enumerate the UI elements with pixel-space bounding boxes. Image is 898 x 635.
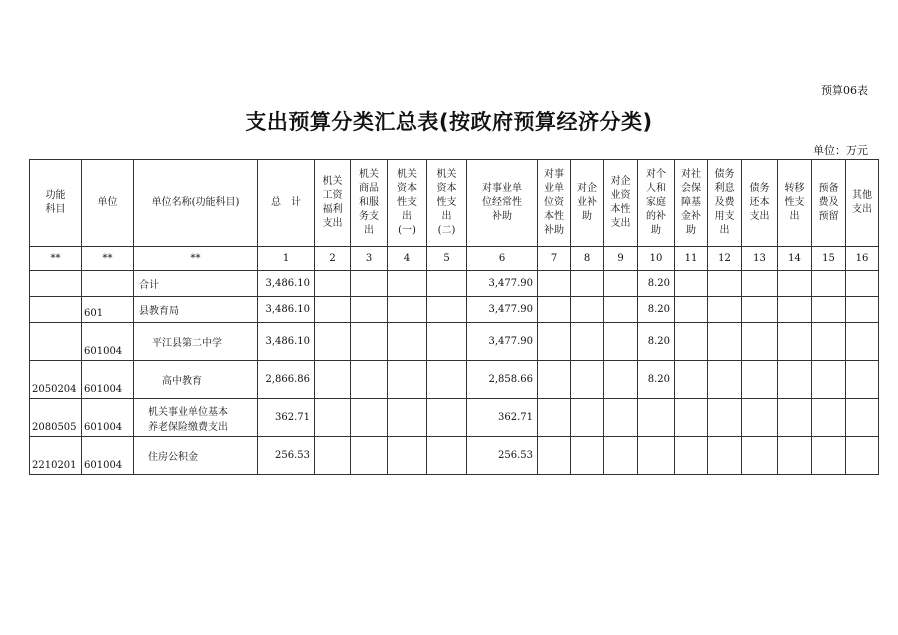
value-cell [638,437,675,475]
column-header [388,160,427,247]
table-row [30,297,879,323]
value-cell [675,399,708,437]
column-header-line: 出 [402,211,412,222]
column-header [742,160,778,247]
value-cell [315,297,351,323]
header-row [30,160,879,247]
table-row [30,399,879,437]
unit-name-line: 县教育局 [139,306,179,317]
value-cell [315,323,351,361]
value-cell [427,437,467,475]
column-header-line: 机关 [436,169,457,180]
column-header-line: 用支 [714,211,735,222]
unit-code-cell: 601004 [82,437,134,475]
column-header-line: 债务 [749,183,770,194]
column-header [258,160,315,247]
unit-name-line: 平江县第二中学 [152,338,222,349]
value-cell [778,297,812,323]
column-header [315,160,351,247]
value-cell [812,361,846,399]
value-cell [538,271,571,297]
value-cell [427,323,467,361]
value-cell [388,437,427,475]
value-cell [675,271,708,297]
value-cell: 8.20 [638,271,675,297]
value-cell [708,271,742,297]
value-cell [675,361,708,399]
column-header [846,160,879,247]
value-cell [638,399,675,437]
column-header-line: 机关 [322,176,343,187]
value-cell [846,271,879,297]
value-cell [315,437,351,475]
value-cell [742,437,778,475]
column-header [604,160,638,247]
function-code-cell: 2080505 [30,399,82,437]
index-cell: 8 [571,247,604,271]
column-header-line: 机关 [397,169,417,180]
value-cell: 8.20 [638,323,675,361]
column-header-line: 机关 [359,169,379,180]
index-cell: 16 [846,247,879,271]
value-cell [604,361,638,399]
function-code-cell [30,297,82,323]
table-row [30,437,879,475]
value-cell [708,297,742,323]
index-cell: 6 [467,247,538,271]
value-cell [675,437,708,475]
value-cell [846,323,879,361]
column-header-line: 助 [651,225,661,236]
column-header [467,160,538,247]
value-cell: 256.53 [467,437,538,475]
value-cell: 3,477.90 [467,297,538,323]
value-cell [571,323,604,361]
column-header-line: 出 [719,225,730,236]
column-header [427,160,467,247]
value-cell [388,271,427,297]
value-cell [571,297,604,323]
total-cell: 2,866.86 [258,361,315,399]
total-cell: 362.71 [258,399,315,437]
index-cell: 9 [604,247,638,271]
column-header-line: 还本 [749,197,770,208]
value-cell [571,437,604,475]
column-header-line: 的补 [646,211,666,222]
column-header [638,160,675,247]
value-cell [742,361,778,399]
column-header-line: 位资 [544,197,564,208]
column-header [708,160,742,247]
index-cell: 10 [638,247,675,271]
index-cell: 15 [812,247,846,271]
column-header [778,160,812,247]
column-header-line: 支出 [322,218,343,229]
value-cell [742,399,778,437]
form-number: 预算06表 [821,84,868,97]
column-header-line: 会保 [681,183,701,194]
unit-name-cell [134,437,258,475]
value-cell [351,271,388,297]
column-header [812,160,846,247]
table-row [30,271,879,297]
index-row [30,247,879,271]
value-cell [571,361,604,399]
column-header-line: 本性 [544,211,564,222]
column-header-line: 工资 [322,190,343,201]
column-header-line: 出 [364,225,374,236]
value-cell [427,297,467,323]
index-cell: 12 [708,247,742,271]
value-cell [675,297,708,323]
column-header-line: 务支 [359,211,379,222]
table-row [30,361,879,399]
index-cell: ** [134,247,258,271]
function-code-cell [30,323,82,361]
column-header [134,160,258,247]
unit-name-cell [134,297,258,323]
value-cell [388,297,427,323]
value-cell [812,297,846,323]
column-header-line: 助 [582,211,592,222]
column-header [30,160,82,247]
value-cell [427,361,467,399]
value-cell [708,323,742,361]
value-cell [538,399,571,437]
value-cell [812,399,846,437]
column-header-line: 本性 [610,204,631,215]
unit-label: 单位：万元 [813,144,868,157]
value-cell [351,297,388,323]
column-header-line: 业资 [610,190,631,201]
value-cell [812,437,846,475]
column-header-line: 对企 [610,176,631,187]
column-header-line: (一) [398,225,416,236]
index-cell: 5 [427,247,467,271]
column-header-line: 对事业单 [482,183,522,194]
value-cell [388,399,427,437]
column-header-line: 商品 [359,183,379,194]
total-cell: 3,486.10 [258,297,315,323]
page-title: 支出预算分类汇总表(按政府预算经济分类) [245,110,653,134]
index-cell: 4 [388,247,427,271]
column-header [82,160,134,247]
column-header-line: 功能 [45,190,66,201]
value-cell [742,271,778,297]
value-cell [604,323,638,361]
unit-code-cell: 601004 [82,399,134,437]
index-cell: 1 [258,247,315,271]
value-cell [538,323,571,361]
column-header-line: 对企 [577,183,597,194]
value-cell [427,271,467,297]
value-cell [538,361,571,399]
value-cell [571,271,604,297]
value-cell [427,399,467,437]
column-header-line: 利息 [714,183,735,194]
value-cell: 362.71 [467,399,538,437]
column-header-line: 单位名称(功能科目) [151,197,240,208]
column-header-line: 预留 [818,211,839,222]
unit-name-cell [134,271,258,297]
column-header [571,160,604,247]
budget-table [29,159,879,475]
column-header-line: 助 [686,225,696,236]
value-cell [351,437,388,475]
column-header-line: 预备 [818,183,839,194]
column-header-line: 支出 [610,218,631,229]
value-cell [538,297,571,323]
column-header-line: 性支 [436,197,457,208]
column-header-line: 福利 [322,204,343,215]
value-cell [675,323,708,361]
unit-name-line: 高中教育 [162,376,202,387]
column-header-line: 补助 [544,225,564,236]
value-cell [604,399,638,437]
column-header-line: 出 [789,211,800,222]
column-header-line: 其他 [852,190,872,201]
unit-name-cell [134,323,258,361]
value-cell [571,399,604,437]
value-cell [812,323,846,361]
column-header-line: 业补 [577,197,597,208]
value-cell [778,437,812,475]
column-header-line: 出 [441,211,452,222]
column-header-line: 支出 [852,204,872,215]
column-header-line: 位经常性 [482,197,522,208]
value-cell: 8.20 [638,297,675,323]
total-cell: 3,486.10 [258,323,315,361]
function-code-cell [30,271,82,297]
value-cell: 2,858.66 [467,361,538,399]
value-cell [538,437,571,475]
value-cell: 3,477.90 [467,323,538,361]
column-header-line: 家庭 [646,197,666,208]
column-header-line: 转移 [784,183,805,194]
function-code-cell: 2210201 [30,437,82,475]
column-header-line: 和服 [359,197,379,208]
value-cell [708,361,742,399]
column-header-line: 总 计 [271,197,301,208]
column-header-line: 费及 [818,197,839,208]
value-cell [778,361,812,399]
column-header [538,160,571,247]
column-header-line: 业单 [544,183,564,194]
value-cell [708,399,742,437]
unit-name-line: 养老保险缴费支出 [148,421,228,433]
unit-code-cell: 601004 [82,323,134,361]
value-cell [315,271,351,297]
value-cell: 8.20 [638,361,675,399]
value-cell [846,361,879,399]
value-cell [812,271,846,297]
value-cell [388,361,427,399]
value-cell [846,297,879,323]
unit-name-cell [134,361,258,399]
column-header-line: 债务 [714,169,735,180]
value-cell [315,399,351,437]
column-header-line: 对个 [646,169,666,180]
column-header-line: 及费 [714,197,735,208]
column-header-line: 性支 [397,197,417,208]
column-header-line: 金补 [681,211,701,222]
value-cell [846,437,879,475]
index-cell: 13 [742,247,778,271]
value-cell [351,361,388,399]
value-cell [351,399,388,437]
index-cell: 7 [538,247,571,271]
value-cell: 3,477.90 [467,271,538,297]
column-header-line: 人和 [646,183,666,194]
value-cell [315,361,351,399]
value-cell [778,323,812,361]
column-header-line: 资本 [397,183,417,194]
unit-name-line: 机关事业单位基本 [148,406,228,418]
column-header-line: 对事 [544,169,564,180]
unit-code-cell: 601004 [82,361,134,399]
column-header-line: (二) [437,225,456,236]
column-header-line: 障基 [681,197,701,208]
value-cell [708,437,742,475]
unit-name-cell [134,399,258,437]
column-header-line: 性支 [784,197,805,208]
total-cell: 256.53 [258,437,315,475]
unit-code-cell: 601 [82,297,134,323]
column-header-line: 单位 [97,197,118,208]
index-cell: 2 [315,247,351,271]
function-code-cell: 2050204 [30,361,82,399]
unit-code-cell [82,271,134,297]
value-cell [351,323,388,361]
total-cell: 3,486.10 [258,271,315,297]
value-cell [742,297,778,323]
table-row [30,323,879,361]
value-cell [604,297,638,323]
column-header [351,160,388,247]
column-header-line: 支出 [749,211,770,222]
column-header-line: 对社 [681,169,701,180]
index-cell: 3 [351,247,388,271]
index-cell: 14 [778,247,812,271]
index-cell: ** [30,247,82,271]
column-header [675,160,708,247]
column-header-line: 补助 [492,211,512,222]
value-cell [846,399,879,437]
value-cell [778,399,812,437]
unit-name-line: 合计 [139,280,159,291]
value-cell [742,323,778,361]
unit-name-line: 住房公积金 [148,452,198,463]
column-header-line: 科目 [45,204,66,215]
index-cell: 11 [675,247,708,271]
value-cell [388,323,427,361]
value-cell [604,271,638,297]
value-cell [604,437,638,475]
index-cell: ** [82,247,134,271]
value-cell [778,271,812,297]
column-header-line: 资本 [436,183,457,194]
